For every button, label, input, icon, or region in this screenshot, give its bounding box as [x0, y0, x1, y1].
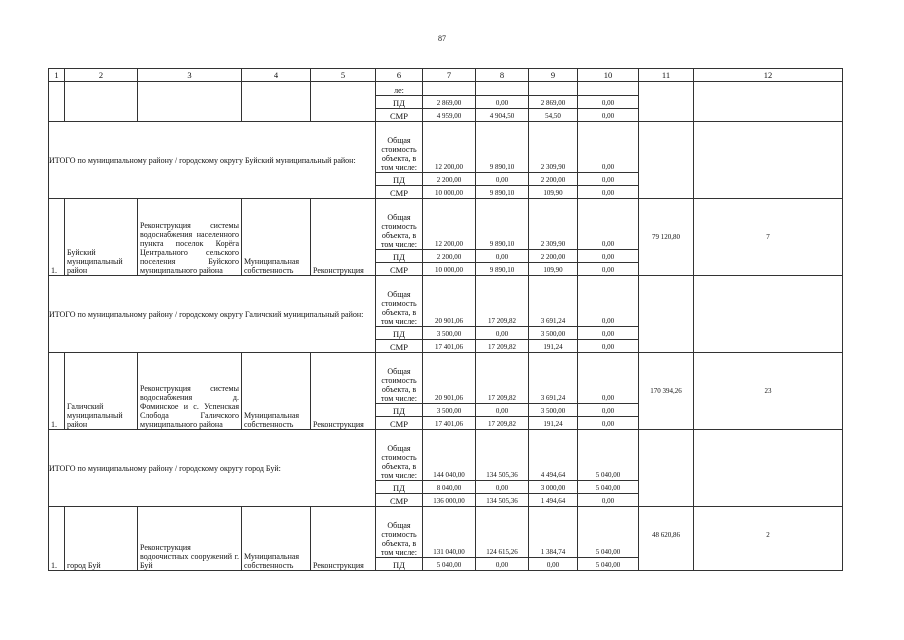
row-label: ПД — [376, 173, 423, 186]
cell-value: 144 040,00 — [423, 430, 476, 481]
cell-value: 9 890,10 — [476, 199, 529, 250]
row-label: СМР — [376, 186, 423, 199]
cell-value: 3 691,24 — [529, 353, 578, 404]
cell-value: 2 200,00 — [529, 250, 578, 263]
col12-value: 23 — [694, 353, 843, 430]
cell-value: 17 401,06 — [423, 417, 476, 430]
object-row — [49, 353, 843, 404]
cell-value: 4 904,50 — [476, 109, 529, 122]
cell-value: 3 500,00 — [423, 404, 476, 417]
header-cell: 1 — [49, 69, 65, 82]
row-label: СМР — [376, 340, 423, 353]
cell-value: 0,00 — [476, 173, 529, 186]
cell-value: 17 209,82 — [476, 340, 529, 353]
row-number: 1. — [49, 199, 65, 276]
cell-value: 191,24 — [529, 340, 578, 353]
cell-value: 5 040,00 — [578, 507, 639, 558]
cell-value: 4 959,00 — [423, 109, 476, 122]
header-cell: 8 — [476, 69, 529, 82]
cell-value: 0,00 — [529, 558, 578, 571]
cell-value: 191,24 — [529, 417, 578, 430]
cell-value: 9 890,10 — [476, 186, 529, 199]
cell-value: 17 209,82 — [476, 353, 529, 404]
row-label: СМР — [376, 263, 423, 276]
cell-value: 17 401,06 — [423, 340, 476, 353]
col12-value: 2 — [694, 507, 843, 571]
cell-value: 2 869,00 — [529, 96, 578, 109]
cell-value: 0,00 — [578, 276, 639, 327]
cell-value: 3 691,24 — [529, 276, 578, 327]
cell-value: 20 901,06 — [423, 353, 476, 404]
col11-value: 79 120,80 — [639, 199, 694, 276]
work-type-cell: Реконструкция — [311, 199, 376, 276]
municipality-cell: Галичский муниципальный район — [65, 353, 138, 430]
municipality-cell: Буйский муниципальный район — [65, 199, 138, 276]
cell-value: 9 890,10 — [476, 122, 529, 173]
header-cell: 7 — [423, 69, 476, 82]
cell-value: 0,00 — [476, 404, 529, 417]
cell-value: 9 890,10 — [476, 263, 529, 276]
cell-value: 0,00 — [476, 327, 529, 340]
row-number: 1. — [49, 507, 65, 571]
itogo-row — [49, 430, 843, 481]
cell-value: 134 505,36 — [476, 494, 529, 507]
cell-value: 10 000,00 — [423, 263, 476, 276]
row-label: Общая стоимость объекта, в том числе: — [376, 507, 423, 558]
cell-value: 3 500,00 — [529, 327, 578, 340]
itogo-row — [49, 276, 843, 327]
cell-value: 8 040,00 — [423, 481, 476, 494]
cell-value: 109,90 — [529, 263, 578, 276]
row-label: ПД — [376, 96, 423, 109]
cell-value: 4 494,64 — [529, 430, 578, 481]
row-label: СМР — [376, 109, 423, 122]
cell-value: 20 901,06 — [423, 276, 476, 327]
cell-value: 17 209,82 — [476, 276, 529, 327]
cell-value: 3 500,00 — [423, 327, 476, 340]
cell-value: 0,00 — [476, 250, 529, 263]
cell-value: 0,00 — [578, 404, 639, 417]
cell-value: 1 494,64 — [529, 494, 578, 507]
row-label: Общая стоимость объекта, в том числе: — [376, 122, 423, 173]
col11-value: 170 394,26 — [639, 353, 694, 430]
header-cell: 6 — [376, 69, 423, 82]
cell-value: 2 200,00 — [423, 173, 476, 186]
row-label: СМР — [376, 417, 423, 430]
object-cell: Реконструкция системы водоснабжения населенного пункта поселок Корёга Центрального сельского поселения Буйского муниципального района — [138, 199, 242, 276]
itogo-row — [49, 122, 843, 173]
cell-value: 5 040,00 — [578, 481, 639, 494]
municipality-cell: город Буй — [65, 507, 138, 571]
row-label: Общая стоимость объекта, в том числе: — [376, 353, 423, 404]
object-cell: Реконструкция водоочистных сооружений г. Буй — [138, 507, 242, 571]
cell-value: 0,00 — [578, 109, 639, 122]
cell-value: 12 200,00 — [423, 199, 476, 250]
cell-value: 5 040,00 — [578, 558, 639, 571]
header-cell: 4 — [242, 69, 311, 82]
cell-value: 0,00 — [578, 250, 639, 263]
ownership-cell: Муниципальная собственность — [242, 353, 311, 430]
row-label: ПД — [376, 481, 423, 494]
itogo-label: ИТОГО по муниципальному району / городскому округу город Буй: — [49, 430, 376, 507]
cell-value: 3 500,00 — [529, 404, 578, 417]
header-cell: 2 — [65, 69, 138, 82]
itogo-label: ИТОГО по муниципальному району / городскому округу Буйский муниципальный район: — [49, 122, 376, 199]
col12-value: 7 — [694, 199, 843, 276]
object-cell: Реконструкция системы водоснабжения д. Фоминское и с. Успенская Слобода Галичского муниципального района — [138, 353, 242, 430]
row-number: 1. — [49, 353, 65, 430]
cell-value: 2 869,00 — [423, 96, 476, 109]
row-label: СМР — [376, 494, 423, 507]
cell-value: 0,00 — [578, 494, 639, 507]
cell-value: 0,00 — [578, 173, 639, 186]
ownership-cell: Муниципальная собственность — [242, 199, 311, 276]
header-row — [49, 69, 843, 82]
cell-value: 2 200,00 — [423, 250, 476, 263]
cell-value: 0,00 — [578, 340, 639, 353]
itogo-label: ИТОГО по муниципальному району / городскому округу Галичский муниципальный район: — [49, 276, 376, 353]
cell-value: 12 200,00 — [423, 122, 476, 173]
object-row — [49, 507, 843, 558]
cell-value: 2 200,00 — [529, 173, 578, 186]
cell-value: 0,00 — [578, 417, 639, 430]
header-cell: 10 — [578, 69, 639, 82]
cell-value: 1 384,74 — [529, 507, 578, 558]
header-cell: 9 — [529, 69, 578, 82]
header-cell: 11 — [639, 69, 694, 82]
ownership-cell: Муниципальная собственность — [242, 507, 311, 571]
cell-value: 0,00 — [476, 481, 529, 494]
row-label: ПД — [376, 404, 423, 417]
header-cell: 12 — [694, 69, 843, 82]
cell-value: 0,00 — [578, 199, 639, 250]
row-label: ПД — [376, 558, 423, 571]
cell-value: 5 040,00 — [578, 430, 639, 481]
row-label: Общая стоимость объекта, в том числе: — [376, 199, 423, 250]
header-cell: 3 — [138, 69, 242, 82]
cell-value: 0,00 — [476, 558, 529, 571]
cell-value: 131 040,00 — [423, 507, 476, 558]
cell-value: 54,50 — [529, 109, 578, 122]
page-number: 87 — [438, 34, 446, 43]
row-label: Общая стоимость объекта, в том числе: — [376, 430, 423, 481]
cell-value: 10 000,00 — [423, 186, 476, 199]
work-type-cell: Реконструкция — [311, 507, 376, 571]
cell-value: 109,90 — [529, 186, 578, 199]
cell-value: 0,00 — [578, 122, 639, 173]
row-label: ле: — [376, 82, 423, 96]
investment-table — [48, 68, 843, 571]
row-label: ПД — [376, 327, 423, 340]
cell-value: 5 040,00 — [423, 558, 476, 571]
cell-value: 134 505,36 — [476, 430, 529, 481]
row-label: ПД — [376, 250, 423, 263]
table-row — [49, 82, 843, 96]
cell-value: 0,00 — [578, 263, 639, 276]
row-label: Общая стоимость объекта, в том числе: — [376, 276, 423, 327]
cell-value: 17 209,82 — [476, 417, 529, 430]
cell-value: 2 309,90 — [529, 122, 578, 173]
cell-value: 3 000,00 — [529, 481, 578, 494]
col11-value: 48 620,86 — [639, 507, 694, 571]
header-cell: 5 — [311, 69, 376, 82]
cell-value: 0,00 — [578, 353, 639, 404]
cell-value: 124 615,26 — [476, 507, 529, 558]
cell-value: 0,00 — [578, 327, 639, 340]
cell-value: 0,00 — [476, 96, 529, 109]
cell-value: 2 309,90 — [529, 199, 578, 250]
object-row — [49, 199, 843, 250]
work-type-cell: Реконструкция — [311, 353, 376, 430]
cell-value: 136 000,00 — [423, 494, 476, 507]
cell-value: 0,00 — [578, 186, 639, 199]
cell-value: 0,00 — [578, 96, 639, 109]
